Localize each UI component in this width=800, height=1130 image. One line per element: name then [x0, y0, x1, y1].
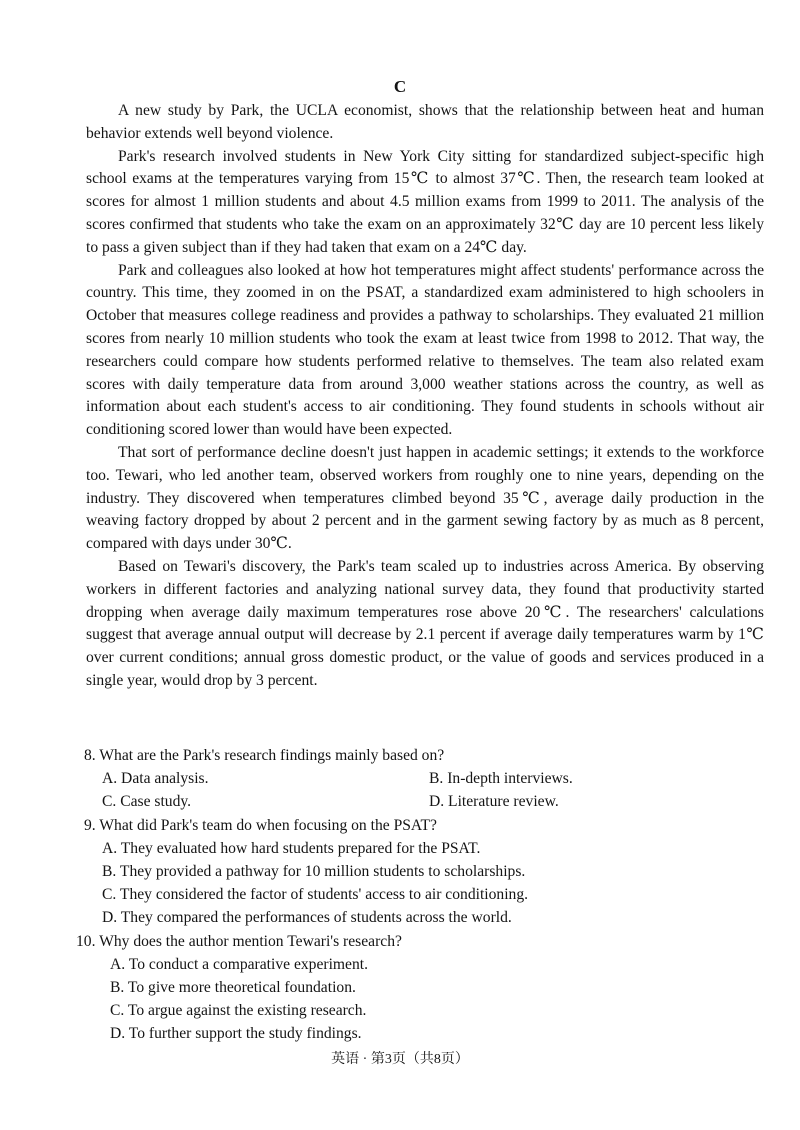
- option-c: C. They considered the factor of students' access to air conditioning.: [102, 886, 529, 904]
- paragraph-2: Park's research involved students in New York City sitting for standardized subject-specific high school exams at the temperatures varying from 15℃ to almost 37℃. Then, the research team looked at scores for almost 1 million students and about 4.5 million exams from 1999 to 2011. The analysis of the scores confirmed that students who take the exam on an approximately 32℃ day are 10 percent less likely to pass a given subject than if they had taken that exam on a 24℃ day.: [86, 147, 764, 256]
- question-9: [84, 814, 774, 930]
- section-letter: C: [393, 77, 407, 96]
- question-stem: 8. What are the Park's research findings mainly based on?: [84, 747, 445, 764]
- page-footer: 英语 · 第3页（共8页）: [331, 1052, 469, 1067]
- option-d: D. To further support the study findings.: [110, 1025, 362, 1043]
- paragraph-3: Park and colleagues also looked at how hot temperatures might affect students' performance across the country. This time, they zoomed in on the PSAT, a standardized exam administered to high schoolers in October that measures college readiness and provides a pathway to scholarships. They evaluated 21 million scores from nearly 10 million students who took the exam at least twice from 1998 to 2012. That way, the researchers could compare how students performed relative to themselves. The team also related exam scores with daily temperature data from around 3,000 weather stations across the country, as well as information about each student's access to air conditioning. They found students in schools without air conditioning scored lower than would have been expected.: [86, 261, 764, 439]
- paragraph-1: A new study by Park, the UCLA economist, shows that the relationship between heat and human behavior extends well beyond violence.: [86, 102, 764, 142]
- question-stem: 10. Why does the author mention Tewari's research?: [76, 932, 402, 950]
- question-list: [76, 744, 774, 1046]
- question-10: [76, 930, 774, 1046]
- option-d: D. Literature review.: [429, 793, 559, 811]
- question-stem: 9. What did Park's team do when focusing on the PSAT?: [84, 816, 437, 834]
- question-8: [84, 744, 774, 814]
- answer-options: [102, 767, 774, 813]
- option-b: B. They provided a pathway for 10 million students to scholarships.: [102, 863, 526, 881]
- option-b: B. To give more theoretical foundation.: [110, 979, 356, 997]
- option-c: C. To argue against the existing research.: [110, 1002, 367, 1020]
- option-b: B. In-depth interviews.: [429, 770, 573, 788]
- paragraph-5: Based on Tewari's discovery, the Park's team scaled up to industries across America. By observing workers in different factories and analyzing national survey data, they found that productivity started dropping when average daily maximum temperatures rose above 20℃. The researchers' calculations suggest that average annual output will decrease by 2.1 percent if average daily temperatures warm by 1℃ over current conditions; annual gross domestic product, or the value of goods and services produced in a single year, would drop by 3 percent.: [86, 557, 764, 689]
- option-a: A. They evaluated how hard students prepared for the PSAT.: [102, 839, 481, 857]
- option-a: A. To conduct a comparative experiment.: [110, 955, 368, 973]
- reading-passage: [86, 100, 764, 693]
- paragraph-4: That sort of performance decline doesn't just happen in academic settings; it extends to the workforce too. Tewari, who led another team, observed workers from roughly one to nine years, depending on the industry. They discovered when temperatures climbed beyond 35℃, average daily production in the weaving factory dropped by about 2 percent and in the garment sewing factory by as much as 8 percent, compared with days under 30℃.: [86, 443, 764, 553]
- option-a: A. Data analysis.: [102, 770, 209, 788]
- option-c: C. Case study.: [102, 793, 192, 811]
- option-d: D. They compared the performances of students across the world.: [102, 909, 512, 927]
